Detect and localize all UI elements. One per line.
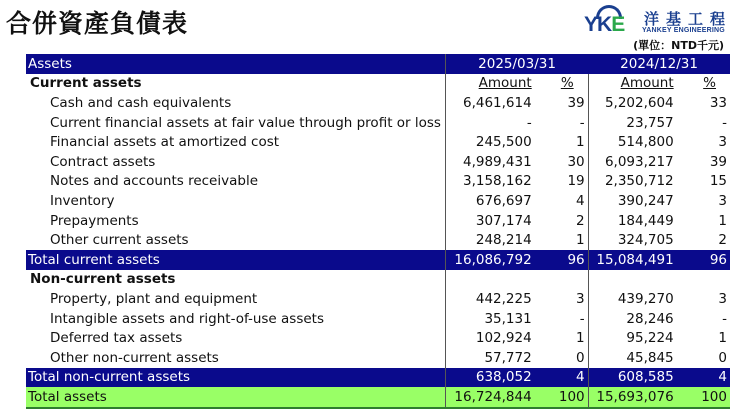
total-pct-2: 100: [701, 388, 727, 405]
total-amount-1: 16,724,844: [445, 387, 535, 408]
section-label-current: Current assets: [30, 75, 142, 92]
company-name-en: YANKEY ENGINEERING: [642, 27, 725, 34]
row-pct-2: 3: [718, 134, 727, 151]
row-pct-1: 39: [567, 94, 585, 111]
row-label: Deferred tax assets: [50, 330, 183, 347]
table-row: [26, 93, 730, 113]
row-pct-2: 15: [709, 173, 727, 190]
total-pct-1: 96: [567, 251, 585, 268]
section-row-noncurrent: [26, 270, 730, 290]
row-amount-2: 6,093,217: [588, 152, 678, 172]
row-amount-1: 4,989,431: [445, 152, 535, 172]
row-amount-1: 248,214: [445, 230, 535, 250]
table-row: [26, 172, 730, 192]
row-pct-2: 1: [718, 212, 727, 229]
section-row-current: [26, 74, 730, 94]
row-amount-2: 439,270: [588, 289, 678, 309]
row-amount-2: 324,705: [588, 230, 678, 250]
row-amount-2: 514,800: [588, 132, 678, 152]
total-pct-1: 4: [576, 369, 585, 386]
total-amount-2: 15,693,076: [588, 387, 678, 408]
table-row: [26, 113, 730, 133]
row-pct-2: 3: [718, 192, 727, 209]
total-amount-2: 15,084,491: [588, 250, 678, 270]
total-amount-2: 608,585: [588, 368, 678, 388]
row-amount-1: -: [445, 113, 535, 133]
table-row: [26, 230, 730, 250]
table-row: [26, 191, 730, 211]
total-pct-2: 96: [709, 251, 727, 268]
row-amount-1: 35,131: [445, 309, 535, 329]
row-label: Notes and accounts receivable: [50, 173, 259, 190]
table-row: [26, 132, 730, 152]
row-label: Current financial assets at fair value through profit or loss: [50, 114, 441, 131]
col-pct-1: %: [560, 75, 574, 92]
total-pct-2: 4: [718, 369, 727, 386]
row-pct-1: 30: [567, 153, 585, 170]
row-label: Prepayments: [50, 212, 139, 229]
row-pct-2: 39: [709, 153, 727, 170]
page-title: 合併資產負債表: [6, 9, 189, 38]
row-amount-1: 245,500: [445, 132, 535, 152]
row-label: Inventory: [50, 192, 115, 209]
row-amount-2: 45,845: [588, 348, 678, 368]
section-label-noncurrent: Non-current assets: [30, 271, 176, 288]
row-pct-2: 1: [718, 330, 727, 347]
row-amount-1: 102,924: [445, 328, 535, 348]
table-row: [26, 152, 730, 172]
row-amount-1: 442,225: [445, 289, 535, 309]
logo-mark-prefix: YK: [584, 13, 612, 36]
row-label: Other non-current assets: [50, 349, 219, 366]
row-label: Contract assets: [50, 153, 156, 170]
row-amount-1: 3,158,162: [445, 172, 535, 192]
total-pct-1: 100: [558, 388, 585, 405]
row-label: Cash and cash equivalents: [50, 94, 232, 111]
row-pct-1: 2: [576, 212, 585, 229]
row-pct-1: 1: [576, 134, 585, 151]
row-amount-1: 676,697: [445, 191, 535, 211]
row-pct-2: 0: [718, 349, 727, 366]
total-noncurrent-assets-row: [26, 368, 730, 388]
logo-mark-suffix: E: [611, 13, 625, 36]
header-assets: Assets: [28, 55, 72, 72]
row-pct-1: 4: [576, 192, 585, 209]
table-row: [26, 289, 730, 309]
total-assets-row: [26, 387, 730, 408]
row-pct-1: -: [579, 114, 585, 131]
row-amount-2: 2,350,712: [588, 172, 678, 192]
balance-sheet-table: [26, 54, 730, 409]
unit-label: (單位：NTD千元): [633, 39, 724, 52]
row-label: Financial assets at amortized cost: [50, 134, 280, 151]
table-header-row: [26, 54, 730, 74]
row-pct-1: 1: [576, 232, 585, 249]
table-row: [26, 211, 730, 231]
table-row: [26, 328, 730, 348]
row-pct-1: 3: [576, 290, 585, 307]
row-label: Intangible assets and right-of-use assets: [50, 310, 324, 327]
row-pct-1: 0: [576, 349, 585, 366]
row-pct-2: 33: [709, 94, 727, 111]
row-amount-1: 307,174: [445, 211, 535, 231]
row-amount-2: 390,247: [588, 191, 678, 211]
row-pct-2: 2: [718, 232, 727, 249]
col-amount-1: Amount: [478, 75, 532, 92]
row-pct-1: -: [579, 310, 585, 327]
row-pct-2: -: [722, 310, 727, 327]
col-amount-2: Amount: [620, 75, 674, 92]
row-amount-2: 95,224: [588, 328, 678, 348]
row-amount-2: 184,449: [588, 211, 678, 231]
row-amount-2: 28,246: [588, 309, 678, 329]
row-label: Property, plant and equipment: [50, 290, 258, 307]
yke-logo-icon: [584, 4, 632, 36]
total-amount-1: 16,086,792: [445, 250, 535, 270]
company-name-zh: 洋基工程: [644, 10, 733, 28]
total-current-assets-row: [26, 250, 730, 270]
header-period-1: 2025/03/31: [445, 54, 588, 74]
row-pct-1: 1: [576, 330, 585, 347]
total-amount-1: 638,052: [445, 368, 535, 388]
row-pct-2: -: [722, 114, 727, 131]
total-label: Total current assets: [28, 251, 160, 268]
row-label: Other current assets: [50, 232, 189, 249]
row-amount-1: 57,772: [445, 348, 535, 368]
row-pct-1: 19: [567, 173, 585, 190]
row-amount-2: 23,757: [588, 113, 678, 133]
row-amount-1: 6,461,614: [445, 93, 535, 113]
table-row: [26, 309, 730, 329]
col-pct-2: %: [703, 75, 716, 92]
header-period-2: 2024/12/31: [620, 55, 698, 72]
company-logo: [584, 4, 734, 36]
total-label: Total non-current assets: [28, 369, 191, 386]
row-pct-2: 3: [718, 290, 727, 307]
table-row: [26, 348, 730, 368]
total-label: Total assets: [28, 388, 107, 405]
row-amount-2: 5,202,604: [588, 93, 678, 113]
